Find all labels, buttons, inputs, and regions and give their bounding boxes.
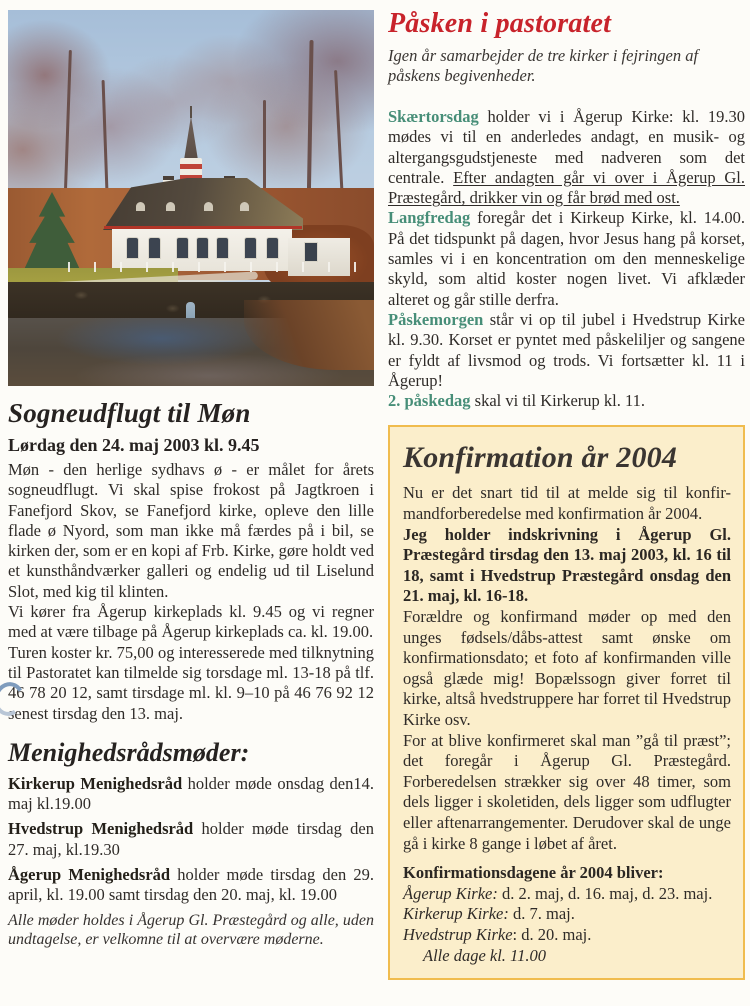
church-name: Kirkerup Kirke: bbox=[403, 904, 509, 924]
house-window bbox=[148, 237, 161, 259]
confirmation-title: Konfirmation år 2004 bbox=[403, 441, 678, 475]
left-column bbox=[8, 0, 374, 966]
confirmation-enrollment: Jeg holder indskrivning i Ågerup Gl. Præstegård tirsdag den 13. maj 2003, kl. 16 til 18, samt i Hvedstrup Præstegård onsdag den 21. maj, kl. 16-18. bbox=[403, 524, 731, 606]
event-day-label: 2. påskedag bbox=[388, 391, 471, 411]
event-text: foregår det i Kirkeup Kirke, kl. 14.00. På det tidspunkt på dagen, hvor Jesus hang på korset, samles vi i en koncentration om den menneskelige skyld, som altid koster nogen livet. Vi afklæder alteret og går stille derfra. bbox=[388, 208, 745, 309]
house-finial bbox=[190, 106, 192, 118]
trip-title: Sogneudflugt til Møn bbox=[8, 398, 251, 428]
event-easter-monday bbox=[388, 391, 745, 411]
event-text: skal vi til Kirkerup kl. 11. bbox=[470, 391, 645, 411]
event-day-label: Langfredag bbox=[388, 208, 471, 228]
roof-dormer bbox=[166, 202, 175, 211]
event-text: holder vi i Ågerup Kirke: kl. 19.30 mødes vi til en anderledes andagt, en musik- og altergangsgudstjeneste med nadveren som det centrale. bbox=[388, 107, 745, 187]
confirmation-box bbox=[388, 425, 745, 980]
meetings-footnote: Alle møder holdes i Ågerup Gl. Præstegård og alle, uden undtagelse, er velkomne til at overvære møderne. bbox=[8, 911, 374, 949]
trip-paragraph: Vi kører fra Ågerup kirkeplads kl. 9.45 og vi regner med at være tilbage på Ågerup kirkeplads ca. kl. 19.00. bbox=[8, 602, 374, 642]
confirmation-all-days: Alle dage kl. 11.00 bbox=[423, 945, 546, 965]
church-dates: : d. 20. maj. bbox=[512, 924, 592, 944]
house-window bbox=[304, 242, 318, 262]
trip-paragraph: Møn - den herlige sydhavs ø - er målet for årets sogneudflugt. Vi skal spise frokost på Jagtkroen i Fanefjord Skov, se Fanefjord kirke, opleve den lille flade ø Nyord, som man ikke må færdes på i bil, se kirken der, som er en kopi af Frb. Kirke, gøre holdt ved et kunsthåndværker galleri og endelig ud til Liselund Slot, med kig til klinten. bbox=[8, 460, 374, 601]
event-text: står vi op til jubel i Hvedstrup Kirke kl. 9.30. Korset er pyntet med påskeliljer og sangene er fyldt af livsmod og trods. Vi fortsætter kl. 11 i Ågerup! bbox=[388, 309, 745, 390]
house-window bbox=[126, 237, 139, 259]
meeting-details: holder møde onsdag den14. maj kl.19.00 bbox=[8, 773, 374, 814]
church-name: Hvedstrup Kirke bbox=[403, 924, 513, 944]
roof-dormer bbox=[136, 202, 145, 211]
confirmation-paragraph: Nu er det snart tid til at melde sig til konfir-mandforberedelse med konfirmation år 2004. bbox=[403, 483, 731, 524]
event-maundy-thursday bbox=[388, 107, 745, 208]
confirmation-church-line bbox=[403, 884, 731, 905]
roof-dormer bbox=[240, 202, 249, 211]
event-day-label: Skærtorsdag bbox=[388, 107, 479, 126]
church-name: Ågerup Kirke: bbox=[403, 883, 498, 903]
meeting-council-name: Hvedstrup Menighedsråd bbox=[8, 819, 194, 839]
confirmation-paragraph: For at blive konfirmeret skal man ”gå til præst”; det foregår i Ågerup Gl. Præstegård. Forberedelsen strækker sig over 48 timer, som dels ligger i skoletiden, dels ligger som udflugter eller aftenarrangementer. Derudover skal de unge gå i kirke 8 gange i løbet af året. bbox=[403, 730, 731, 853]
meeting-council-name: Kirkerup Menighedsråd bbox=[8, 773, 183, 793]
easter-intro: Igen år samarbejder de tre kirker i fejringen af påskens begivenheder. bbox=[388, 46, 699, 85]
easter-events bbox=[388, 107, 745, 411]
trip-paragraph: Turen koster kr. 75,00 og interesserede med tilknytning til Pastoratet kan tilmelde sig torsdage ml. 13-18 på tlf. 46 78 20 12, samt tirsdage ml. kl. 9–10 på 46 76 92 12 senest tirsdag den 13. maj. bbox=[8, 642, 374, 723]
house-window bbox=[266, 237, 279, 259]
confirmation-church-line bbox=[403, 904, 731, 925]
easter-title: Påsken i pastoratet bbox=[388, 8, 612, 39]
house-window bbox=[196, 237, 209, 259]
roof-dormer bbox=[204, 202, 213, 211]
manor-house-photo bbox=[8, 10, 374, 386]
right-column bbox=[388, 4, 745, 980]
meeting-item bbox=[8, 774, 374, 815]
event-easter-morning bbox=[388, 310, 745, 391]
event-underlined-text: Efter andagten går vi over i Ågerup Gl. Præstegård, drikker vin og får brød med ost. bbox=[388, 167, 745, 208]
meeting-item bbox=[8, 865, 374, 906]
meeting-council-name: Ågerup Menighedsråd bbox=[8, 865, 171, 885]
confirmation-paragraph: Forældre og konfirmand møder op med den unges fødsels/dåbs-attest samt ønske om konfirmationsdato; et foto af konfirmanden ville også glæde mig! Bopælssogn giver forret til kirke, altså hvedstruppere har forret til Hvedstrup Kirke osv. bbox=[403, 607, 731, 729]
house-window bbox=[176, 237, 189, 259]
trip-subtitle: Lørdag den 24. maj 2003 kl. 9.45 bbox=[8, 435, 260, 455]
house-window bbox=[244, 237, 257, 259]
photo-fence-posts bbox=[68, 262, 358, 272]
meeting-details: holder møde tirsdag den 27. maj, kl.19.30 bbox=[8, 819, 375, 859]
meeting-details: holder møde tirsdag den 29. april, kl. 19.00 samt tirsdag den 20. maj, kl. 19.00 bbox=[8, 865, 374, 905]
church-dates: d. 2. maj, d. 16. maj, d. 23. maj. bbox=[497, 883, 713, 903]
event-good-friday bbox=[388, 208, 745, 309]
house-window bbox=[216, 237, 229, 259]
meetings-title: Menighedsrådsmøder: bbox=[8, 737, 250, 767]
church-dates: d. 7. maj. bbox=[508, 904, 575, 924]
event-day-label: Påskemorgen bbox=[388, 309, 484, 329]
meeting-item bbox=[8, 819, 374, 860]
confirmation-days-heading: Konfirmationsdagene år 2004 bliver: bbox=[403, 863, 664, 883]
confirmation-church-line bbox=[403, 925, 731, 946]
